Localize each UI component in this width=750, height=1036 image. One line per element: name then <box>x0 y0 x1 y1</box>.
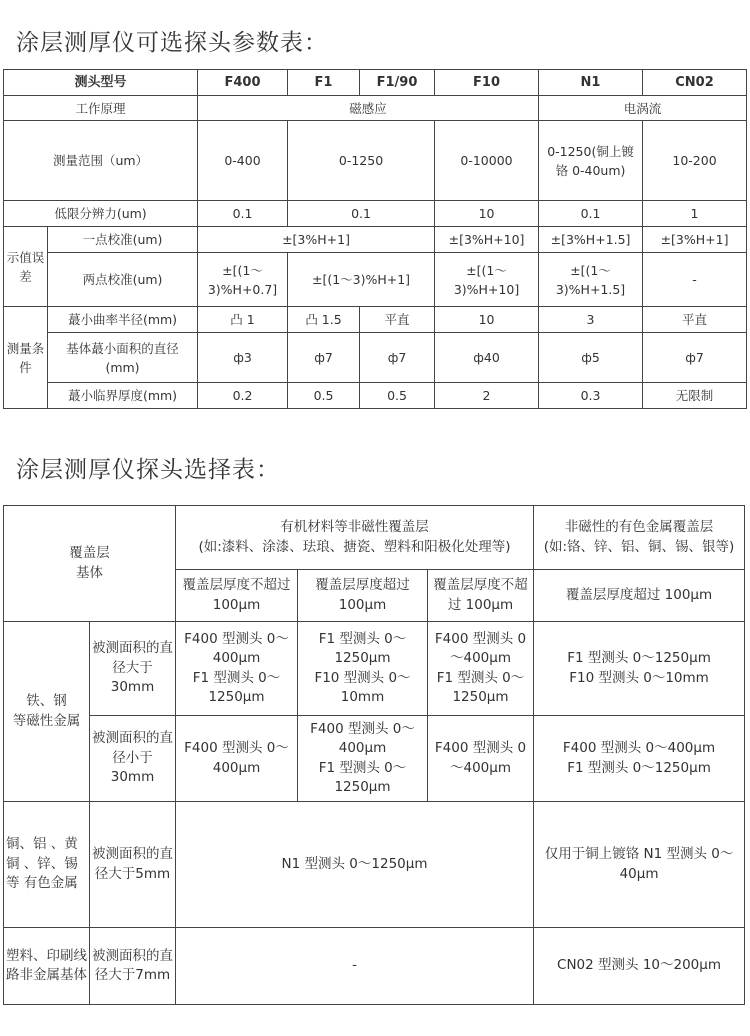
curvature-f400: 凸 1 <box>198 307 288 333</box>
min-thickness-f10: 2 <box>435 383 539 409</box>
selection-table-title: 涂层测厚仪探头选择表： <box>16 457 280 483</box>
plastic-organic: - <box>176 928 534 1005</box>
one-point-label: 一点校准(um) <box>48 227 198 253</box>
one-point-f: ±[3%H+1] <box>198 227 435 253</box>
min-thickness-label: 蕞小临界厚度(mm) <box>48 383 198 409</box>
min-thickness-f400: 0.2 <box>198 383 288 409</box>
sub-header-gt100-nf: 覆盖层厚度超过 100μm <box>534 570 745 622</box>
min-area-f10: ф40 <box>435 333 539 383</box>
two-point-cn02: - <box>643 253 747 307</box>
range-f1: 0-1250 <box>288 121 435 201</box>
range-f400: 0-400 <box>198 121 288 201</box>
range-f10: 0-10000 <box>435 121 539 201</box>
min-area-label: 基体蕞小面积的直径(mm) <box>48 333 198 383</box>
copper-nonferrous: 仅用于铜上镀铬 N1 型测头 0～40μm <box>534 802 745 928</box>
two-point-f1: ±[(1～3)%H+1] <box>288 253 435 307</box>
iron-gt30-le100b: F400 型测头 0～400μm F1 型测头 0～1250μm <box>428 622 534 716</box>
iron-gt30-gt100: F1 型测头 0～1250μm F10 型测头 0～10mm <box>298 622 428 716</box>
iron-lt30-gt100: F400 型测头 0～400μm F1 型测头 0～1250μm <box>298 716 428 802</box>
min-area-n1: ф5 <box>539 333 643 383</box>
two-point-f10: ±[(1～3)%H+10] <box>435 253 539 307</box>
header-n1: N1 <box>539 70 643 96</box>
resolution-f400: 0.1 <box>198 201 288 227</box>
header-f190: F1/90 <box>360 70 435 96</box>
curvature-n1: 3 <box>539 307 643 333</box>
sub-header-le100: 覆盖层厚度不超过 100μm <box>176 570 298 622</box>
min-thickness-cn02: 无限制 <box>643 383 747 409</box>
min-area-f190: ф7 <box>360 333 435 383</box>
resolution-f1: 0.1 <box>288 201 435 227</box>
area-lt30: 被测面积的直径小于30mm <box>90 716 176 802</box>
min-thickness-n1: 0.3 <box>539 383 643 409</box>
nonferrous-coating-header: 非磁性的有色金属覆盖层 (如:铬、锌、铝、铜、锡、银等) <box>534 506 745 570</box>
range-label: 测量范围（um） <box>4 121 198 201</box>
iron-lt30-nonferrous: F400 型测头 0～400μm F1 型测头 0～1250μm <box>534 716 745 802</box>
iron-lt30-le100: F400 型测头 0～400μm <box>176 716 298 802</box>
conditions-label: 测量条件 <box>4 307 48 409</box>
one-point-n1: ±[3%H+1.5] <box>539 227 643 253</box>
curvature-f1: 凸 1.5 <box>288 307 360 333</box>
substrate-plastic: 塑料、印刷线路非金属基体 <box>4 928 90 1005</box>
sub-header-gt100: 覆盖层厚度超过 100μm <box>298 570 428 622</box>
area-gt5: 被测面积的直径大于5mm <box>90 802 176 928</box>
principle-label: 工作原理 <box>4 96 198 121</box>
header-f1: F1 <box>288 70 360 96</box>
one-point-f10: ±[3%H+10] <box>435 227 539 253</box>
two-point-label: 两点校准(um) <box>48 253 198 307</box>
range-cn02: 10-200 <box>643 121 747 201</box>
min-area-cn02: ф7 <box>643 333 747 383</box>
header-model: 测头型号 <box>4 70 198 96</box>
iron-gt30-le100: F400 型测头 0～400μm F1 型测头 0～1250μm <box>176 622 298 716</box>
min-area-f400: ф3 <box>198 333 288 383</box>
principle-eddy: 电涡流 <box>539 96 747 121</box>
header-cn02: CN02 <box>643 70 747 96</box>
parameter-table-title: 涂层测厚仪可选探头参数表： <box>16 30 328 56</box>
min-thickness-f1: 0.5 <box>288 383 360 409</box>
range-n1: 0-1250(铜上镀铬 0-40um) <box>539 121 643 201</box>
curvature-label: 蕞小曲率半径(mm) <box>48 307 198 333</box>
min-thickness-f190: 0.5 <box>360 383 435 409</box>
area-gt7: 被测面积的直径大于7mm <box>90 928 176 1005</box>
substrate-iron: 铁、钢 等磁性金属 <box>4 622 90 802</box>
one-point-cn02: ±[3%H+1] <box>643 227 747 253</box>
copper-organic: N1 型测头 0～1250μm <box>176 802 534 928</box>
probe-parameter-table <box>3 69 747 409</box>
curvature-cn02: 平直 <box>643 307 747 333</box>
iron-lt30-le100b: F400 型测头 0～400μm <box>428 716 534 802</box>
min-area-f1: ф7 <box>288 333 360 383</box>
error-label: 示值误差 <box>4 227 48 307</box>
area-gt30: 被测面积的直径大于30mm <box>90 622 176 716</box>
header-f10: F10 <box>435 70 539 96</box>
organic-coating-header: 有机材料等非磁性覆盖层 (如:漆料、涂漆、珐琅、搪瓷、塑料和阳极化处理等) <box>176 506 534 570</box>
sub-header-le100b: 覆盖层厚度不超过 100μm <box>428 570 534 622</box>
resolution-f10: 10 <box>435 201 539 227</box>
curvature-f10: 10 <box>435 307 539 333</box>
resolution-label: 低限分辨力(um) <box>4 201 198 227</box>
substrate-copper: 铜、铝 、黄铜 、锌、锡等 有色金属 <box>4 802 90 928</box>
plastic-nonferrous: CN02 型测头 10～200μm <box>534 928 745 1005</box>
probe-selection-table <box>3 505 745 1005</box>
curvature-f190: 平直 <box>360 307 435 333</box>
resolution-n1: 0.1 <box>539 201 643 227</box>
two-point-f400: ±[(1～3)%H+0.7] <box>198 253 288 307</box>
two-point-n1: ±[(1～3)%H+1.5] <box>539 253 643 307</box>
principle-magnetic: 磁感应 <box>198 96 539 121</box>
resolution-cn02: 1 <box>643 201 747 227</box>
header-f400: F400 <box>198 70 288 96</box>
corner-header: 覆盖层 基体 <box>4 506 176 622</box>
iron-gt30-nonferrous: F1 型测头 0～1250μm F10 型测头 0～10mm <box>534 622 745 716</box>
